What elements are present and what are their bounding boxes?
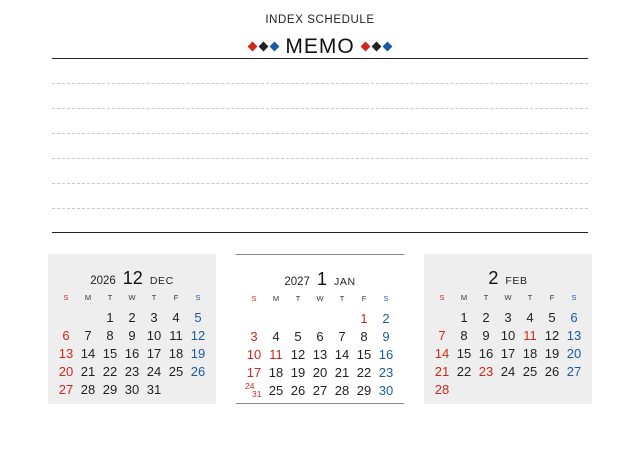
calendar-year: 2026 xyxy=(90,275,116,287)
weekday-label: F xyxy=(361,294,367,303)
calendar-month-name: FEB xyxy=(505,275,528,287)
calendar-day: 28 xyxy=(334,383,350,398)
calendar-day: 1 xyxy=(106,310,114,325)
calendar-day: 2 xyxy=(482,310,490,325)
diamond-icon xyxy=(258,41,268,51)
calendar-day: 20 xyxy=(566,346,582,361)
calendar-day: 1 xyxy=(360,311,368,326)
memo-line xyxy=(52,208,588,209)
calendar-day: 16 xyxy=(478,346,494,361)
calendar-day: 22 xyxy=(102,364,118,379)
calendar-day: 27 xyxy=(566,364,582,379)
calendar-day: 7 xyxy=(438,328,446,343)
calendar-day: 22 xyxy=(356,365,372,380)
memo-title-text: MEMO xyxy=(285,34,355,58)
calendar-day: 8 xyxy=(106,328,114,343)
calendar-day: 23 xyxy=(478,364,494,379)
weekday-label: T xyxy=(483,293,489,302)
memo-line xyxy=(52,108,588,109)
calendar-day: 29 xyxy=(356,383,372,398)
weekday-label: T xyxy=(151,293,157,302)
calendar-day: 7 xyxy=(338,329,346,344)
calendar-day: 28 xyxy=(434,382,450,397)
memo-title xyxy=(0,34,640,58)
calendar-day: 29 xyxy=(102,382,118,397)
calendar-day: 25 xyxy=(522,364,538,379)
calendar-day: 8 xyxy=(360,329,368,344)
calendar-day: 18 xyxy=(522,346,538,361)
calendar-day: 16 xyxy=(378,347,394,362)
calendar-day: 14 xyxy=(334,347,350,362)
calendar-day: 8 xyxy=(460,328,468,343)
calendar-month-1 xyxy=(48,254,216,404)
calendar-day: 23 xyxy=(124,364,140,379)
memo-bottom-rule xyxy=(52,232,588,233)
calendar-day: 6 xyxy=(62,328,70,343)
calendar-day: 9 xyxy=(482,328,490,343)
calendar-header xyxy=(48,268,216,288)
diamond-icon xyxy=(269,41,279,51)
weekday-label: W xyxy=(504,293,512,302)
calendar-month-name: DEC xyxy=(149,275,174,287)
calendar-day: 28 xyxy=(80,382,96,397)
calendar-day: 11 xyxy=(523,328,537,343)
calendar-day: 19 xyxy=(290,365,306,380)
calendar-day: 19 xyxy=(544,346,560,361)
calendar-day: 19 xyxy=(190,346,206,361)
weekday-label: S xyxy=(383,294,389,303)
weekday-label: W xyxy=(128,293,136,302)
header-subtitle: INDEX SCHEDULE xyxy=(265,14,375,26)
calendar-month-2 xyxy=(236,254,404,404)
weekday-label: W xyxy=(316,294,324,303)
calendar-day: 30 xyxy=(378,383,394,398)
calendar-day: 31 xyxy=(146,382,162,397)
calendar-day: 24 xyxy=(146,364,162,379)
calendar-day: 22 xyxy=(456,364,472,379)
memo-top-rule xyxy=(52,58,588,59)
calendar-day: 10 xyxy=(500,328,516,343)
calendar-day: 25 xyxy=(168,364,184,379)
weekday-label: F xyxy=(173,293,179,302)
calendar-day: 18 xyxy=(168,346,184,361)
weekday-label: T xyxy=(527,293,533,302)
calendar-day: 12 xyxy=(290,347,306,362)
calendar-day: 12 xyxy=(544,328,560,343)
calendar-day: 2 xyxy=(382,311,390,326)
calendar-day: 14 xyxy=(434,346,450,361)
calendar-day: 24 xyxy=(500,364,516,379)
calendar-day: 5 xyxy=(194,310,202,325)
diamond-icon xyxy=(372,41,382,51)
calendar-day: 5 xyxy=(548,310,556,325)
weekday-label: S xyxy=(63,293,69,302)
calendar-day: 6 xyxy=(316,329,324,344)
calendar-day: 14 xyxy=(80,346,96,361)
diamond-right-group-icon xyxy=(361,43,393,50)
calendar-day: 9 xyxy=(128,328,136,343)
calendar-day: 15 xyxy=(456,346,472,361)
calendar-day: 9 xyxy=(382,329,390,344)
calendar-day: 15 xyxy=(102,346,118,361)
memo-line xyxy=(52,158,588,159)
calendar-day: 17 xyxy=(246,365,262,380)
diamond-icon xyxy=(383,41,393,51)
weekday-label: S xyxy=(571,293,577,302)
calendar-day: 13 xyxy=(312,347,328,362)
calendar-day: 7 xyxy=(84,328,92,343)
calendar-day: 21 xyxy=(434,364,450,379)
diamond-icon xyxy=(247,41,257,51)
calendar-day: 2 xyxy=(128,310,136,325)
calendar-day: 3 xyxy=(504,310,512,325)
calendar-day: 24 31 xyxy=(245,381,262,399)
calendar-day: 1 xyxy=(460,310,468,325)
calendar-month-number: 1 xyxy=(316,269,327,289)
calendar-day: 18 xyxy=(268,365,284,380)
calendar-day: 10 xyxy=(246,347,262,362)
calendar-day: 23 xyxy=(378,365,394,380)
calendar-day: 6 xyxy=(570,310,578,325)
calendar-day: 13 xyxy=(566,328,582,343)
calendar-day: 5 xyxy=(294,329,302,344)
calendar-month-3 xyxy=(424,254,592,404)
memo-line xyxy=(52,183,588,184)
calendar-day: 15 xyxy=(356,347,372,362)
weekday-label: S xyxy=(195,293,201,302)
calendar-day: 11 xyxy=(269,347,283,362)
memo-line xyxy=(52,133,588,134)
calendar-day: 3 xyxy=(250,329,258,344)
weekday-label: T xyxy=(339,294,345,303)
weekday-label: F xyxy=(549,293,555,302)
calendar-day: 17 xyxy=(500,346,516,361)
calendar-day: 26 xyxy=(190,364,206,379)
calendar-day: 4 xyxy=(172,310,180,325)
calendar-day: 3 xyxy=(150,310,158,325)
calendar-day: 21 xyxy=(334,365,350,380)
calendar-header xyxy=(236,269,404,289)
calendar-day: 10 xyxy=(146,328,162,343)
calendar-day: 27 xyxy=(312,383,328,398)
calendar-day: 20 xyxy=(312,365,328,380)
weekday-label: M xyxy=(272,294,280,303)
calendar-month-name: JAN xyxy=(333,276,356,288)
calendar-day: 26 xyxy=(544,364,560,379)
calendar-day: 21 xyxy=(80,364,96,379)
calendar-day: 25 xyxy=(268,383,284,398)
diamond-icon xyxy=(361,41,371,51)
weekday-label: T xyxy=(295,294,301,303)
calendar-day: 11 xyxy=(169,328,183,343)
diamond-left-group-icon xyxy=(247,43,279,50)
calendar-month-number: 2 xyxy=(488,268,499,288)
calendar-month-number: 12 xyxy=(122,268,143,288)
memo-line xyxy=(52,83,588,84)
weekday-label: M xyxy=(84,293,92,302)
calendar-day: 13 xyxy=(58,346,74,361)
calendar-day: 30 xyxy=(124,382,140,397)
weekday-label: M xyxy=(460,293,468,302)
calendar-day: 4 xyxy=(526,310,534,325)
calendar-day: 27 xyxy=(58,382,74,397)
weekday-label: T xyxy=(107,293,113,302)
calendar-header xyxy=(424,268,592,288)
calendar-day: 20 xyxy=(58,364,74,379)
calendar-day: 4 xyxy=(272,329,280,344)
weekday-label: S xyxy=(439,293,445,302)
calendar-day: 16 xyxy=(124,346,140,361)
calendar-day: 12 xyxy=(190,328,206,343)
calendar-day: 17 xyxy=(146,346,162,361)
weekday-label: S xyxy=(251,294,257,303)
calendar-year: 2027 xyxy=(284,276,310,288)
calendar-day: 26 xyxy=(290,383,306,398)
